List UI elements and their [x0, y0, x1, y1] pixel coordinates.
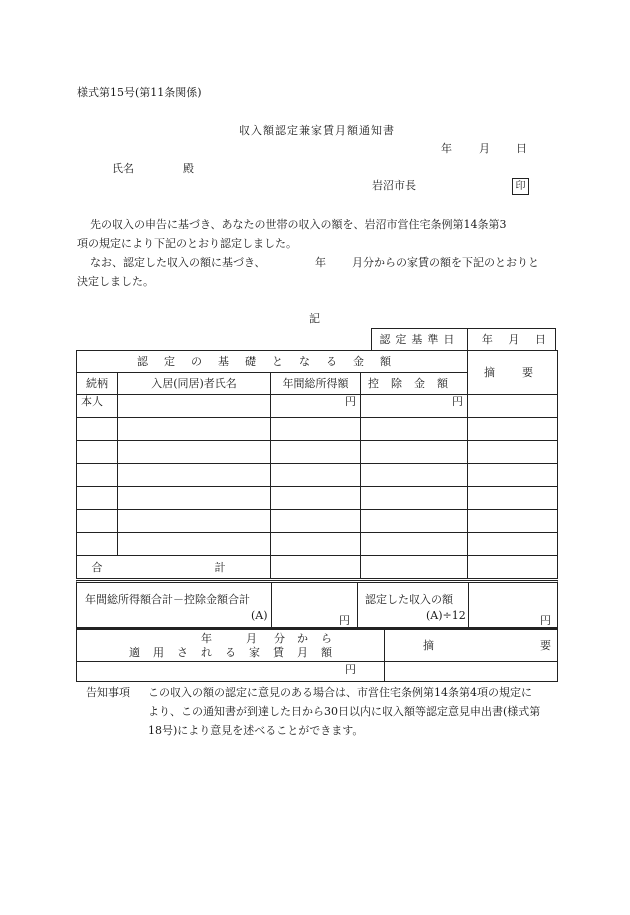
- notice-line1: この収入の額の認定に意見のある場合は、市営住宅条例第14条第4項の規定に: [148, 686, 532, 699]
- rent-header-bun: 分: [274, 632, 285, 645]
- rent-row: [76, 627, 579, 682]
- notice-line3: 18号)により意見を述べることができます。: [148, 724, 364, 737]
- rent-yen: 円: [345, 663, 356, 676]
- divider: [468, 583, 469, 628]
- table-row: [77, 464, 558, 487]
- ref-month: 月: [508, 333, 520, 346]
- formula-label-line1: 年間総所得額合計－控除金額合計: [85, 593, 250, 606]
- divider: [77, 661, 384, 662]
- divider: [384, 630, 385, 681]
- remarks-header: 摘 要: [468, 351, 558, 395]
- date-month: 月: [479, 142, 490, 155]
- body-p1-line2: 項の規定により下記のとおり認定しました。: [77, 237, 297, 250]
- body-p2-line1-c: 月分からの家賃の額を下記のとおりと: [352, 256, 539, 269]
- form-number: 様式第15号(第11条関係): [77, 86, 202, 99]
- col-resident-name: 入居(同居)者氏名: [118, 373, 271, 395]
- notice-label: 告知事項: [86, 686, 130, 699]
- reference-date-value: [467, 329, 555, 351]
- relation-cell: 本人: [77, 395, 118, 418]
- ki-mark: 記: [309, 312, 320, 325]
- rent-remarks-label: 摘 要: [423, 639, 579, 652]
- table-row: [77, 441, 558, 464]
- body-p1-line1: 先の収入の申告に基づき、あなたの世帯の収入の額を、岩沼市営住宅条例第14条第3: [90, 218, 507, 231]
- ref-year: 年: [481, 333, 493, 346]
- table-row: [77, 395, 558, 418]
- body-p2-line1-b: 年: [315, 256, 326, 269]
- table-row: [77, 418, 558, 441]
- certified-income-line2: (A)÷12: [426, 609, 466, 622]
- total-deduction-cell[interactable]: [361, 556, 468, 579]
- notice-line2: より、この通知書が到達した日から30日以内に収入額等認定意見申出書(様式第: [148, 705, 541, 718]
- ref-day: 日: [534, 333, 546, 346]
- divider: [271, 583, 272, 628]
- reference-date-table: [371, 328, 556, 351]
- certified-yen: 円: [540, 614, 551, 627]
- body-p2-line2: 決定しました。: [77, 275, 154, 288]
- basis-header: 認定の基礎となる金額: [77, 351, 468, 373]
- divider: [384, 661, 557, 662]
- income-basis-table: [76, 350, 558, 579]
- seal-stamp: 印: [512, 178, 529, 195]
- body-p2-line1-a: なお、認定した収入の額に基づき、: [90, 256, 266, 269]
- rent-header-line2: 適用される家賃月額: [129, 646, 345, 659]
- formula-label-line2: (A): [251, 609, 268, 622]
- formula-row: [76, 580, 558, 629]
- reference-date-label: 認定基準日: [372, 329, 468, 351]
- issuer-mayor: 岩沼市長: [372, 179, 416, 192]
- date-day: 日: [516, 142, 527, 155]
- formula-yen: 円: [339, 614, 350, 627]
- table-row: [77, 533, 558, 556]
- addressee-name-label: 氏名: [112, 162, 134, 175]
- col-deduction: 控除金額: [361, 373, 468, 395]
- certified-income-line1: 認定した収入の額: [365, 593, 453, 606]
- col-relation: 続柄: [77, 373, 118, 395]
- total-label: 合 計: [77, 556, 271, 579]
- table-row: [77, 510, 558, 533]
- addressee-honorific: 殿: [183, 162, 194, 175]
- total-remarks-cell[interactable]: [468, 556, 558, 579]
- rent-header-ra: ら: [321, 632, 332, 645]
- divider: [357, 583, 358, 628]
- deduction-yen: 円: [361, 395, 468, 418]
- income-yen: 円: [271, 395, 361, 418]
- rent-header-month: 月: [246, 632, 257, 645]
- name-cell[interactable]: [118, 395, 271, 418]
- rent-header-ka: か: [297, 632, 308, 645]
- table-row: [77, 487, 558, 510]
- total-income-cell[interactable]: [271, 556, 361, 579]
- date-year: 年: [441, 142, 452, 155]
- remarks-cell[interactable]: [468, 395, 558, 418]
- rent-header-year: 年: [201, 632, 212, 645]
- document-title: 収入額認定兼家賃月額通知書: [239, 124, 395, 137]
- col-annual-income: 年間総所得額: [271, 373, 361, 395]
